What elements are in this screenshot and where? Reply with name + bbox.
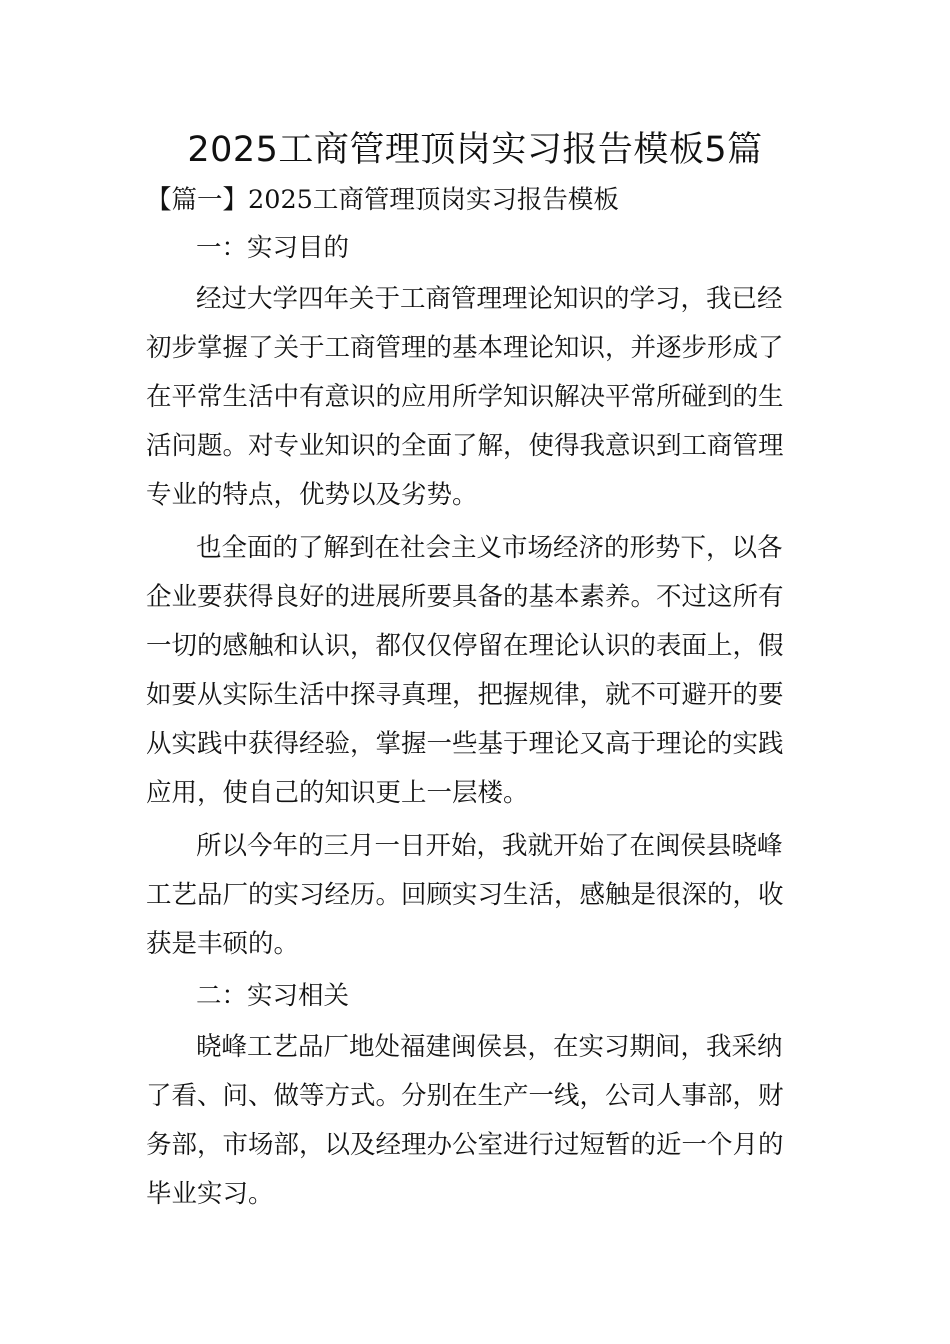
section-label: 【篇一】2025工商管理顶岗实习报告模板 bbox=[146, 185, 619, 215]
paragraph-line: 也全面的了解到在社会主义市场经济的形势下，以各 bbox=[196, 533, 783, 563]
paragraph-line: 毕业实习。 bbox=[146, 1179, 274, 1209]
paragraph-line: 所以今年的三月一日开始，我就开始了在闽侯县晓峰 bbox=[196, 831, 783, 861]
paragraph-line: 在平常生活中有意识的应用所学知识解决平常所碰到的生 bbox=[146, 382, 784, 412]
document-title: 2025工商管理顶岗实习报告模板5篇 bbox=[187, 130, 763, 170]
paragraph-line: 获是丰硕的。 bbox=[146, 929, 300, 959]
paragraph-line: 经过大学四年关于工商管理理论知识的学习，我已经 bbox=[196, 284, 783, 314]
paragraph-line: 一切的感触和认识，都仅仅停留在理论认识的表面上，假 bbox=[146, 631, 784, 661]
paragraph-line: 活问题。对专业知识的全面了解，使得我意识到工商管理 bbox=[146, 431, 784, 461]
paragraph-line: 晓峰工艺品厂地处福建闽侯县，在实习期间，我采纳 bbox=[196, 1032, 783, 1062]
paragraph-line: 专业的特点，优势以及劣势。 bbox=[146, 480, 478, 510]
heading-internship-details: 二：实习相关 bbox=[196, 981, 350, 1011]
paragraph-line: 务部，市场部，以及经理办公室进行过短暂的近一个月的 bbox=[146, 1130, 784, 1160]
paragraph-line: 如要从实际生活中探寻真理，把握规律，就不可避开的要 bbox=[146, 680, 784, 710]
paragraph-line: 初步掌握了关于工商管理的基本理论知识，并逐步形成了 bbox=[146, 333, 784, 363]
paragraph-line: 工艺品厂的实习经历。回顾实习生活，感触是很深的，收 bbox=[146, 880, 784, 910]
paragraph-line: 从实践中获得经验，掌握一些基于理论又高于理论的实践 bbox=[146, 729, 784, 759]
heading-internship-purpose: 一：实习目的 bbox=[196, 233, 350, 263]
paragraph-line: 应用，使自己的知识更上一层楼。 bbox=[146, 778, 529, 808]
paragraph-line: 了看、问、做等方式。分别在生产一线，公司人事部，财 bbox=[146, 1081, 784, 1111]
paragraph-line: 企业要获得良好的进展所要具备的基本素养。不过这所有 bbox=[146, 582, 784, 612]
